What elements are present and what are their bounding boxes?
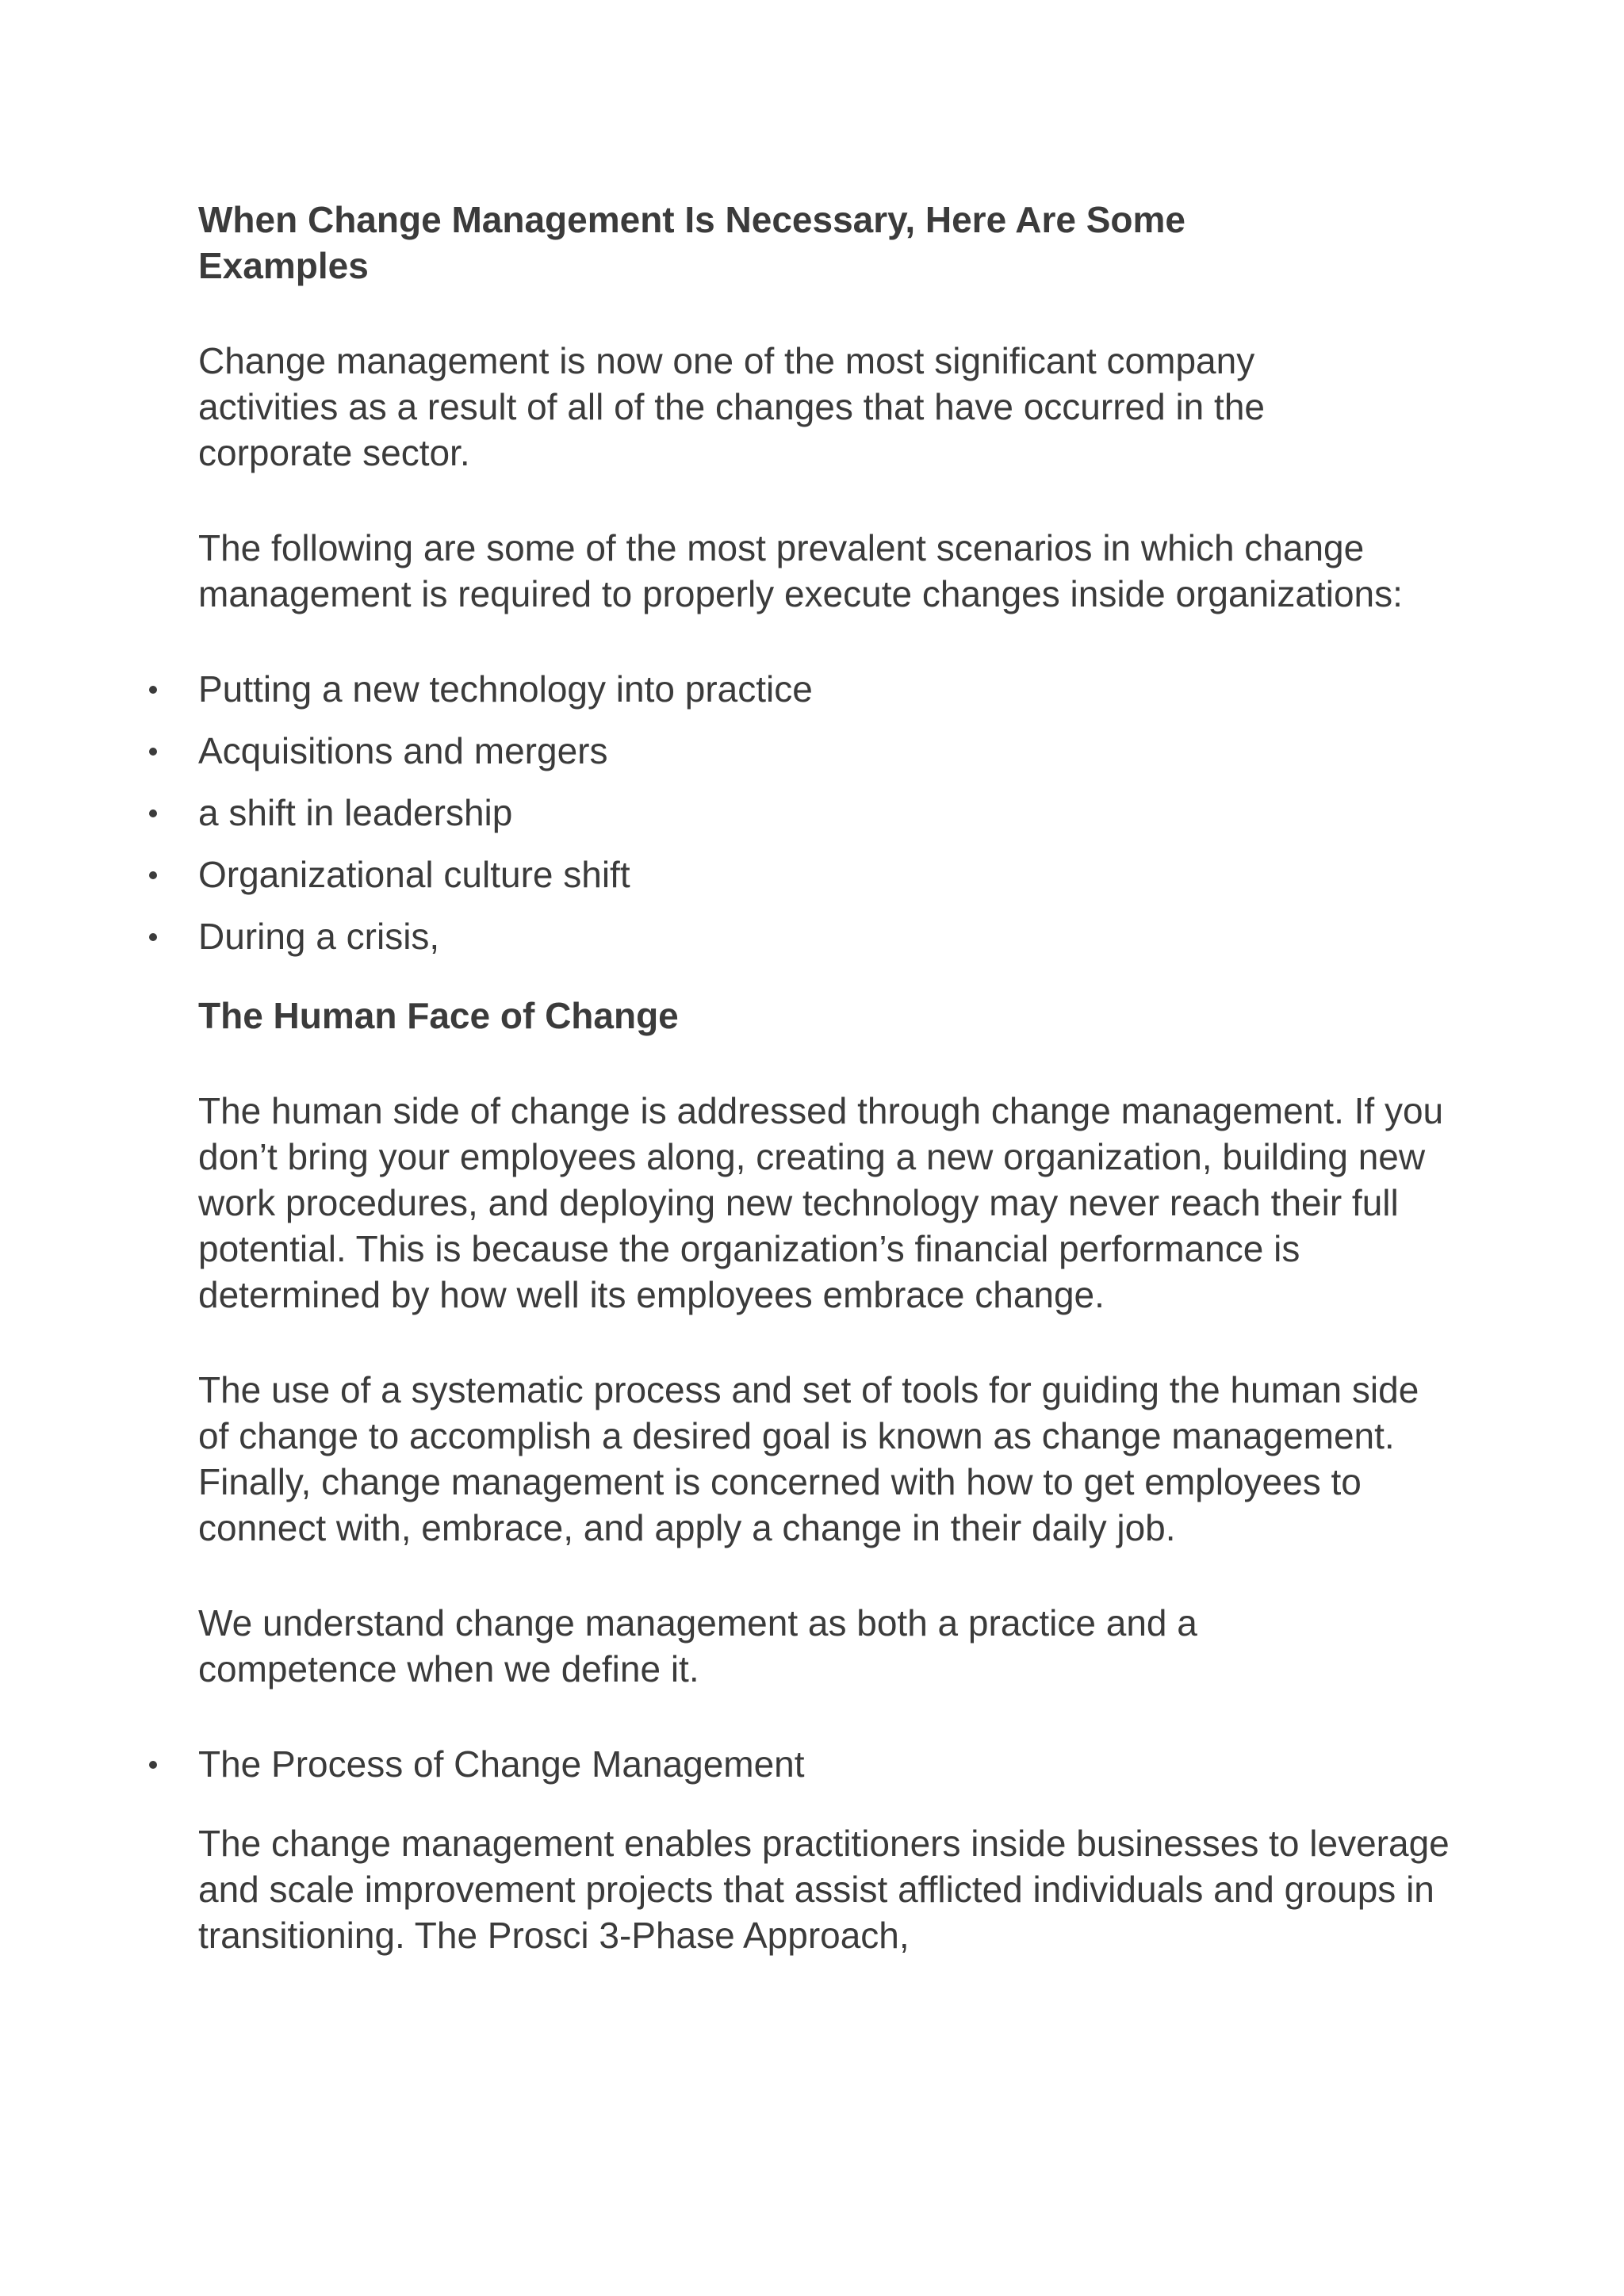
list-item-text: The Process of Change Management bbox=[198, 1743, 805, 1785]
list-item bbox=[198, 790, 1451, 836]
bullet-icon bbox=[149, 686, 157, 694]
document-body bbox=[198, 197, 1451, 1958]
list-item bbox=[198, 851, 1451, 897]
paragraph-systematic-process: The use of a systematic process and set of tools for guiding the human side of change to accomplish a desired goal is known as change management. Finally, change management is concerned with how to get employees to connect with, embrace, and apply a change in their daily job. bbox=[198, 1369, 1419, 1548]
bullet-icon bbox=[149, 748, 157, 756]
list-item bbox=[198, 666, 1451, 712]
bullet-icon bbox=[149, 933, 157, 941]
paragraph-intro: Change management is now one of the most significant company activities as a result of all of the changes that have occurred in the corporate sector. bbox=[198, 340, 1265, 473]
paragraph-process-description: The change management enables practitioners inside businesses to leverage and scale improvement projects that assist afflicted individuals and groups in transitioning. The Prosci 3-Phase Approach, bbox=[198, 1823, 1450, 1956]
list-item bbox=[198, 1741, 1451, 1787]
list-item-text: During a crisis, bbox=[198, 916, 440, 957]
list-item-text: Organizational culture shift bbox=[198, 854, 630, 895]
list-item bbox=[198, 728, 1451, 774]
bullet-icon bbox=[149, 809, 157, 817]
paragraph-definition: We understand change management as both a practice and a competence when we define it. bbox=[198, 1602, 1197, 1689]
process-list bbox=[198, 1741, 1451, 1787]
scenario-list bbox=[198, 666, 1451, 959]
paragraph-scenarios: The following are some of the most prevalent scenarios in which change management is required to properly execute changes inside organizations: bbox=[198, 527, 1403, 614]
bullet-icon bbox=[149, 871, 157, 879]
list-item-text: Putting a new technology into practice bbox=[198, 668, 813, 710]
list-item bbox=[198, 913, 1451, 959]
bullet-icon bbox=[149, 1761, 157, 1769]
section-heading-when-necessary: When Change Management Is Necessary, Here Are Some Examples bbox=[198, 199, 1185, 286]
section-heading-human-face: The Human Face of Change bbox=[198, 995, 679, 1036]
list-item-text: a shift in leadership bbox=[198, 792, 513, 833]
list-item-text: Acquisitions and mergers bbox=[198, 730, 608, 771]
paragraph-human-side: The human side of change is addressed through change management. If you don’t bring your employees along, creating a new organization, building new work procedures, and deploying new technology may never reach their full potential. This is because the organization’s financial performance is determined by how well its employees embrace change. bbox=[198, 1090, 1444, 1315]
